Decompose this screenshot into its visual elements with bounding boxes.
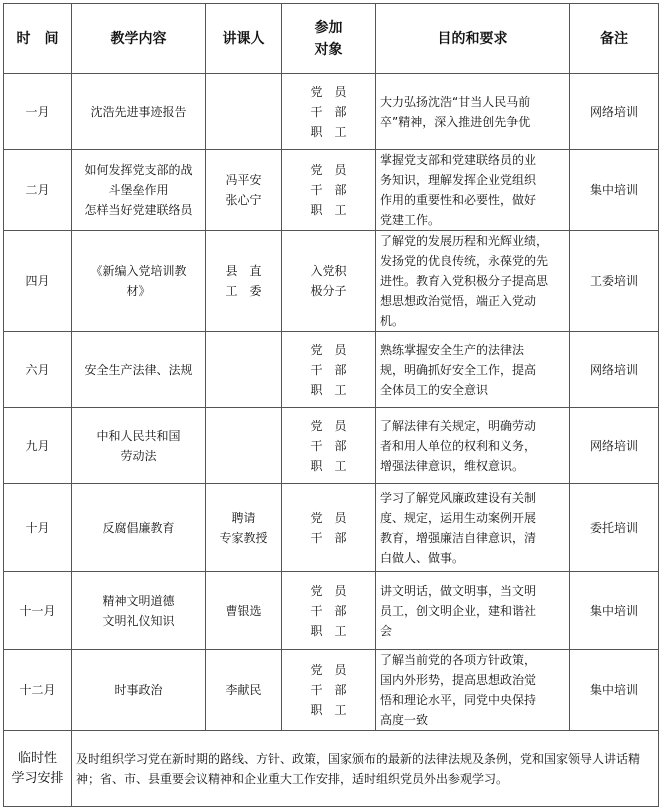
- cell-lecturer-line: 冯平安: [225, 173, 262, 187]
- cell-goal-line: 会: [380, 623, 393, 638]
- cell-month: 六月: [4, 332, 72, 408]
- cell-goal: [376, 74, 570, 150]
- cell-goal-line: 员工，创文明企业，建和谐社: [380, 603, 537, 618]
- table-row: [4, 650, 659, 731]
- cell-goal-line: 大力弘扬沈浩“甘当人民马前: [380, 94, 531, 109]
- cell-content-line: 文明礼仪知识: [102, 613, 175, 628]
- cell-audience: [282, 650, 376, 731]
- cell-content: [72, 484, 206, 572]
- cell-lecturer-line: 张心宁: [225, 193, 262, 207]
- cell-audience-line: 职 工: [310, 203, 347, 217]
- cell-goal-line: 教育，增强廉洁自律意识，清: [380, 530, 537, 545]
- cell-content: [72, 150, 206, 231]
- cell-goal-line: 全体员工的安全意识: [380, 382, 489, 397]
- cell-goal-line: 增强法律意识，维权意识。: [380, 458, 525, 473]
- header-row: [4, 4, 659, 74]
- cell-month: 二月: [4, 150, 72, 231]
- cell-month: 十月: [4, 484, 72, 572]
- cell-lecturer-line: 工 委: [225, 284, 262, 298]
- cell-remark: 集中培训: [570, 650, 659, 731]
- cell-remark: 网络培训: [570, 408, 659, 484]
- cell-goal-line: 学习了解党风廉政建设有关制: [380, 490, 537, 505]
- cell-lecturer-line: 专家教授: [219, 530, 268, 545]
- cell-lecturer: [206, 74, 282, 150]
- cell-audience-line: 党 员: [310, 583, 347, 598]
- cell-content: [72, 332, 206, 408]
- cell-audience-line: 干 部: [310, 683, 347, 697]
- cell-content-line: 沈浩先进事迹报告: [90, 104, 187, 119]
- cell-goal-line: 机。: [380, 314, 405, 328]
- cell-goal: [376, 332, 570, 408]
- cell-audience: [282, 74, 376, 150]
- cell-month: 四月: [4, 231, 72, 332]
- cell-month: 九月: [4, 408, 72, 484]
- table-row: [4, 332, 659, 408]
- cell-remark: 网络培训: [570, 74, 659, 150]
- cell-content: [72, 650, 206, 731]
- cell-goal-line: 卒”精神，深入推进创先争优: [380, 114, 531, 129]
- cell-remark: 委托培训: [570, 484, 659, 572]
- header-content: 教学内容: [72, 4, 206, 74]
- cell-audience-line: 党 员: [310, 418, 347, 433]
- header-audience: 参加 对象: [282, 4, 376, 74]
- adhoc-text: 及时组织学习党在新时期的路线、方针、政策，国家颁布的最新的法律法规及条例，党和国家领导人讲话精神；省、市、县重要会议精神和企业重大工作安排，适时组织党员外出参观学习。: [72, 731, 659, 807]
- header-goal: 目的和要求: [376, 4, 570, 74]
- cell-goal-line: 发扬党的优良传统，永葆党的先: [380, 254, 549, 268]
- cell-goal-line: 了解党的发展历程和光辉业绩，: [380, 234, 549, 248]
- header-remark: 备注: [570, 4, 659, 74]
- cell-goal: [376, 408, 570, 484]
- cell-goal-line: 进性。教育入党积极分子提高思: [380, 274, 549, 288]
- cell-goal-line: 熟练掌握安全生产的法律法: [380, 342, 525, 357]
- cell-lecturer-line: 县 直: [225, 264, 262, 278]
- cell-lecturer: [206, 650, 282, 731]
- cell-audience: [282, 150, 376, 231]
- cell-audience-line: 干 部: [310, 104, 347, 119]
- cell-audience-line: 干 部: [310, 603, 347, 618]
- cell-goal-line: 了解法律有关规定，明确劳动: [380, 418, 537, 433]
- cell-goal-line: 务知识，理解发挥企业党组织: [380, 173, 537, 187]
- cell-content: [72, 231, 206, 332]
- cell-goal-line: 度、规定，运用生动案例开展: [380, 510, 537, 525]
- table-row: [4, 150, 659, 231]
- cell-audience-line: 党 员: [310, 84, 347, 99]
- cell-audience-line: 干 部: [310, 183, 347, 197]
- cell-month: 十一月: [4, 572, 72, 650]
- cell-content-line: 如何发挥党支部的战: [84, 163, 193, 177]
- cell-goal-line: 作用的重要性和必要性，做好: [380, 193, 537, 207]
- cell-content: [72, 408, 206, 484]
- table-row: [4, 74, 659, 150]
- cell-audience-line: 干 部: [310, 438, 347, 453]
- cell-lecturer-line: 聘请: [231, 510, 256, 525]
- cell-audience: [282, 231, 376, 332]
- cell-audience-line: 极分子: [310, 284, 347, 298]
- cell-goal: [376, 650, 570, 731]
- cell-goal-line: 讲文明话，做文明事，当文明: [380, 583, 537, 598]
- cell-lecturer: [206, 231, 282, 332]
- cell-audience: [282, 484, 376, 572]
- cell-content-line: 时事政治: [114, 683, 163, 697]
- cell-audience-line: 入党积: [310, 264, 347, 278]
- header-lecturer: 讲课人: [206, 4, 282, 74]
- cell-audience-line: 党 员: [310, 163, 347, 177]
- cell-goal-line: 高度一致: [380, 713, 429, 727]
- cell-goal: [376, 231, 570, 332]
- cell-goal-line: 白做人、做事。: [380, 550, 465, 565]
- cell-audience-line: 职 工: [310, 623, 347, 638]
- cell-lecturer: [206, 572, 282, 650]
- cell-content: [72, 572, 206, 650]
- cell-audience-line: 干 部: [310, 362, 347, 377]
- cell-goal-line: 掌握党支部和党建联络员的业: [380, 153, 537, 167]
- cell-month: 一月: [4, 74, 72, 150]
- cell-audience-line: 职 工: [310, 458, 347, 473]
- cell-audience-line: 职 工: [310, 124, 347, 139]
- header-time: 时 间: [4, 4, 72, 74]
- cell-goal-line: 悟和理论水平，同党中央保持: [380, 693, 537, 707]
- training-schedule-table: [3, 3, 659, 807]
- cell-goal-line: 党建工作。: [380, 213, 441, 227]
- cell-remark: 网络培训: [570, 332, 659, 408]
- cell-audience-line: 职 工: [310, 703, 347, 717]
- cell-audience-line: 职 工: [310, 382, 347, 397]
- cell-goal-line: 了解当前党的各项方针政策，: [380, 653, 537, 667]
- cell-content-line: 怎样当好党建联络员: [84, 203, 193, 217]
- cell-audience-line: 党 员: [310, 663, 347, 677]
- cell-month: 十二月: [4, 650, 72, 731]
- cell-goal-line: 者和用人单位的权利和义务，: [380, 438, 537, 453]
- cell-content-line: 精神文明道德: [102, 593, 175, 608]
- table-row: [4, 231, 659, 332]
- cell-content-line: 反腐倡廉教育: [102, 520, 175, 535]
- table-row: [4, 408, 659, 484]
- cell-audience-line: 党 员: [310, 510, 347, 525]
- cell-remark: 集中培训: [570, 150, 659, 231]
- cell-goal: [376, 150, 570, 231]
- cell-lecturer: [206, 484, 282, 572]
- table-row: [4, 572, 659, 650]
- cell-content-line: 材》: [126, 284, 151, 298]
- cell-lecturer-line: 李献民: [225, 683, 262, 697]
- cell-goal-line: 想思想政治觉悟，端正入党动: [380, 294, 537, 308]
- cell-lecturer: [206, 150, 282, 231]
- cell-lecturer: [206, 332, 282, 408]
- cell-remark: 集中培训: [570, 572, 659, 650]
- table-row: [4, 484, 659, 572]
- cell-audience: [282, 572, 376, 650]
- adhoc-label: 临时性 学习安排: [4, 731, 72, 807]
- cell-lecturer: [206, 408, 282, 484]
- cell-content-line: 《新编入党培训教: [90, 264, 187, 278]
- cell-content-line: 斗堡垒作用: [108, 183, 169, 197]
- cell-goal-line: 国内外形势，提高思想政治觉: [380, 673, 537, 687]
- cell-content-line: 劳动法: [120, 448, 157, 463]
- cell-audience-line: 党 员: [310, 342, 347, 357]
- cell-audience-line: 干 部: [310, 530, 347, 545]
- cell-goal: [376, 484, 570, 572]
- cell-content-line: 中和人民共和国: [96, 428, 181, 443]
- cell-audience: [282, 332, 376, 408]
- cell-goal: [376, 572, 570, 650]
- cell-remark: 工委培训: [570, 231, 659, 332]
- adhoc-row: [4, 731, 659, 807]
- cell-content: [72, 74, 206, 150]
- cell-content-line: 安全生产法律、法规: [84, 362, 193, 377]
- cell-lecturer-line: 曹银选: [225, 603, 262, 618]
- cell-audience: [282, 408, 376, 484]
- cell-goal-line: 规，明确抓好安全工作，提高: [380, 362, 537, 377]
